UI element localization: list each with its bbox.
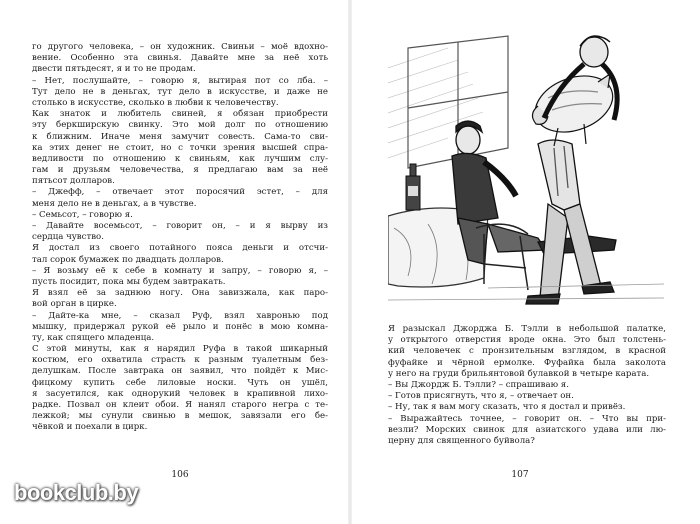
text-line: Я взял её за заднюю ногу. Она завизжала, как паро- [32, 288, 328, 299]
text-line: – Семьсот, – говорю я. [32, 209, 133, 220]
text-line: – Джефф, – отвечает этот поросячий эстет, – для [32, 187, 328, 198]
text-line: к ближним. Иначе меня замучит совесть. Сама-то сви- [32, 131, 328, 142]
text-line: радке. Позвал он клеит обои. Я нанял старого негра с те- [32, 400, 328, 410]
pig [528, 66, 621, 146]
text-line: фицкому купить себе лиловые носки. Чуть он ушёл, [32, 377, 328, 388]
text-line: Я разыскал Джорджа Б. Тэлли в небольшой палатке, [388, 324, 666, 334]
text-line: го другого человека, – он художник. Свиньи – моё вдохно- [32, 42, 328, 52]
text-line: ка этих денег не стоит, но с точки зрения высшей спра- [32, 142, 328, 153]
text-line: – Нет, послушайте, – говорю я, вытирая пот со лба. – [32, 75, 328, 86]
text-line: двести пятьдесят, я и то не продам. [32, 64, 196, 75]
text-line: гам и друзьям человечества, я предлагаю вам за неё [32, 165, 328, 176]
text-line: костюм, его охватила страсть к разным туалетным без- [32, 355, 328, 366]
text-line: – Ну, так я вам могу сказать, что я достал и привёз. [388, 402, 626, 413]
text-line: чёвкой и поехали в цирк. [32, 422, 148, 433]
right-page-text [388, 324, 666, 447]
text-line: ведливости по отношению к свиньям, как лучшим слу- [32, 153, 328, 164]
seated-man [452, 121, 616, 264]
text-line: вой орган в цирке. [32, 299, 117, 310]
bottle [406, 164, 420, 210]
text-line: тал сорок бумажек по двадцать долларов. [32, 254, 224, 265]
right-page [350, 0, 700, 524]
watermark-logo: bookclub.by [14, 480, 139, 505]
page-number-right: 107 [511, 470, 529, 480]
text-line: пятьсот долларов. [32, 176, 115, 187]
text-line: эту беркширскую свинку. Это мой долг по отношению [32, 120, 328, 131]
text-line: сердца чувство. [32, 232, 104, 243]
text-line: – Дайте-ка мне, – сказал Руф, взял хавронью под [32, 310, 328, 321]
illustration-two-men-with-pig [388, 28, 664, 308]
text-line: лежкой; мы сунули свинью в мешок, завязали его бе- [32, 411, 328, 422]
text-line: меня дело не в деньгах, а в чувстве. [32, 198, 197, 209]
text-line: – Давайте восемьсот, – говорит он, – и я вырву из [32, 221, 328, 231]
text-line: фуфайке и чёрной ермолке. Фуфайка была заколота [388, 357, 666, 368]
left-page-text [32, 42, 328, 434]
text-line: вение. Особенно эта свинья. Давайте мне за неё хоть [32, 53, 328, 64]
text-line: кий человечек с пронзительным взглядом, в красной [388, 346, 666, 357]
text-line: Как знаток и любитель свиней, я обязан приобрести [32, 109, 328, 120]
page-number-left: 106 [171, 470, 189, 480]
text-line: – Я возьму её к себе в комнату и запру, – говорю я, – [32, 265, 328, 276]
standing-man [526, 140, 614, 304]
text-line: Я достал из своего потайного пояса деньги и отсчи- [32, 243, 328, 254]
text-line: у него на груди брильянтовой булавкой в четыре карата. [388, 368, 650, 379]
text-line: ту, как спящего младенца. [32, 332, 155, 343]
text-line: мышку, придержал рукой её рыло и понёс в мою комна- [32, 321, 328, 332]
text-line: Тут дело не в деньгах, тут дело в искусстве, и даже не [32, 86, 328, 97]
text-line: – Выражайтесь точнее, – говорит он. – Что вы при- [388, 413, 666, 424]
text-line: столько в искусстве, сколько в любви к человечеству. [32, 97, 279, 108]
text-line: – Вы Джордж Б. Тэлли? – спрашиваю я. [388, 379, 569, 390]
text-line: везли? Морских свинок для азиатского удава или лю- [388, 424, 666, 435]
text-line: – Готов присягнуть, что я, – отвечает он. [388, 391, 574, 402]
text-line: С этой минуты, как я нарядил Руфа в такой шикарный [32, 344, 328, 355]
text-line: пусть посидит, пока мы будем завтракать. [32, 276, 226, 287]
text-line: я засуетился, как однорукий человек в крапивной лихо- [32, 388, 328, 399]
text-line: у открытого отверстия вроде окна. Это был толстень- [388, 335, 666, 346]
text-line: делушкам. После завтрака он заявил, что пойдёт к Мис- [32, 366, 328, 377]
text-line: церну для священного буйвола? [388, 435, 535, 446]
